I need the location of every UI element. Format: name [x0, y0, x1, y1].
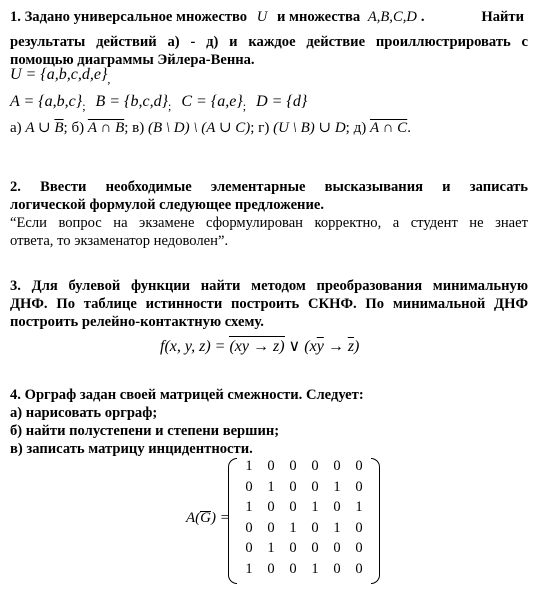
sets-list: A,B,C,D [367, 9, 417, 25]
set-c: C = {a,e} [181, 93, 243, 110]
set-d: D = {d} [256, 93, 308, 110]
matrix-cell: 0 [355, 560, 363, 577]
matrix-cell: 0 [245, 519, 253, 536]
op-d: (U \ B) ∪ D [273, 120, 346, 136]
matrix-cell: 1 [289, 519, 297, 536]
matrix-cell: 0 [267, 519, 275, 536]
task4-line2: а) нарисовать орграф; [10, 405, 158, 421]
matrix-cell: 1 [355, 499, 363, 516]
adjacency-matrix-label: A(G) = [186, 510, 230, 526]
task4-line4: в) записать матрицу инцидентности. [10, 441, 253, 457]
matrix-cell: 1 [267, 478, 275, 495]
matrix-cell: 0 [333, 458, 341, 474]
task1-line2: результаты действий а) - д) и каждое действие проиллюстрировать с [10, 34, 528, 50]
matrix-cell: 0 [311, 458, 319, 474]
task2-line1: 2. Ввести необходимые элементарные высказывания и записать [10, 179, 528, 195]
matrix-cell: 1 [245, 499, 253, 516]
task3-line1: 3. Для булевой функции найти методом преобразования минимальную [10, 278, 528, 294]
task4-line3: б) найти полустепени и степени вершин; [10, 423, 280, 439]
matrix-cell: 1 [333, 478, 341, 495]
adjacency-matrix [228, 458, 380, 584]
task2-line4: ответа, то экзаменатор недоволен”. [10, 233, 229, 249]
sets-definition: $A = \{a,b,c\}_;$ $B = \{b,c,d\}_;$ $C = \{a,e\}_;$ D = {d} [10, 93, 308, 114]
matrix-cell: 0 [289, 540, 297, 557]
op-a: A ∪ $\overline{B}$ [25, 120, 64, 136]
matrix-cell: 0 [245, 540, 253, 557]
matrix-grid [238, 458, 370, 582]
matrix-cell: 0 [245, 478, 253, 495]
matrix-left-bracket [228, 458, 237, 584]
matrix-right-bracket [371, 458, 380, 584]
op-e: A ∩ C [369, 120, 408, 136]
task2-line2: логической формулой следующее предложение. [10, 197, 324, 213]
matrix-cell: 0 [289, 478, 297, 495]
universe-definition: $U = \{a,b,c,d,e\}_,$ [10, 66, 111, 87]
matrix-cell: 0 [311, 540, 319, 557]
universe-symbol: U [256, 9, 268, 25]
matrix-cell: 0 [267, 499, 275, 516]
matrix-cell: 0 [289, 499, 297, 516]
op-c: (B \ D) \ (A ∪ C) [147, 120, 251, 136]
set-a: A = {a,b,c} [10, 93, 83, 110]
task3-line2: ДНФ. По таблице истинности построить СКНФ. По минимальной ДНФ [10, 296, 528, 312]
task1-line1: 1. Задано универсальное множество U и множества A,B,C,D . Найти [10, 9, 524, 25]
boolean-function-formula: f(x, y, z) = (xy → z) ∨ $(x\overline{y} \to \overline{z})$ [160, 338, 360, 355]
set-b: B = {b,c,d} [95, 93, 168, 110]
matrix-cell: 0 [333, 560, 341, 577]
matrix-cell: 0 [311, 519, 319, 536]
matrix-cell: 0 [333, 499, 341, 516]
task1-line3: помощью диаграммы Эйлера-Венна. [10, 52, 255, 68]
matrix-cell: 1 [245, 458, 253, 474]
task2-line3: “Если вопрос на экзамене сформулирован корректно, а студент не знает [10, 215, 528, 231]
matrix-cell: 0 [355, 478, 363, 495]
matrix-cell: 0 [355, 519, 363, 536]
matrix-cell: 0 [289, 458, 297, 474]
matrix-cell: 0 [333, 540, 341, 557]
matrix-cell: 0 [267, 560, 275, 577]
matrix-cell: 1 [245, 560, 253, 577]
matrix-cell: 0 [289, 560, 297, 577]
task4-line1: 4. Орграф задан своей матрицей смежности. Следует: [10, 387, 364, 403]
task3-line3: построить релейно-контактную схему. [10, 314, 264, 330]
op-b: A ∩ B [87, 120, 125, 136]
matrix-cell: 0 [355, 458, 363, 474]
operations-line: а) A ∪ $\overline{B}$; б) A ∩ B; в) (B \ D) \ (A ∪ C); г) (U \ B) ∪ D; д) A ∩ C. [10, 120, 411, 136]
matrix-cell: 0 [355, 540, 363, 557]
matrix-cell: 1 [267, 540, 275, 557]
matrix-cell: 1 [311, 560, 319, 577]
matrix-cell: 1 [311, 499, 319, 516]
matrix-cell: 0 [267, 458, 275, 474]
matrix-cell: 1 [333, 519, 341, 536]
matrix-cell: 0 [311, 478, 319, 495]
